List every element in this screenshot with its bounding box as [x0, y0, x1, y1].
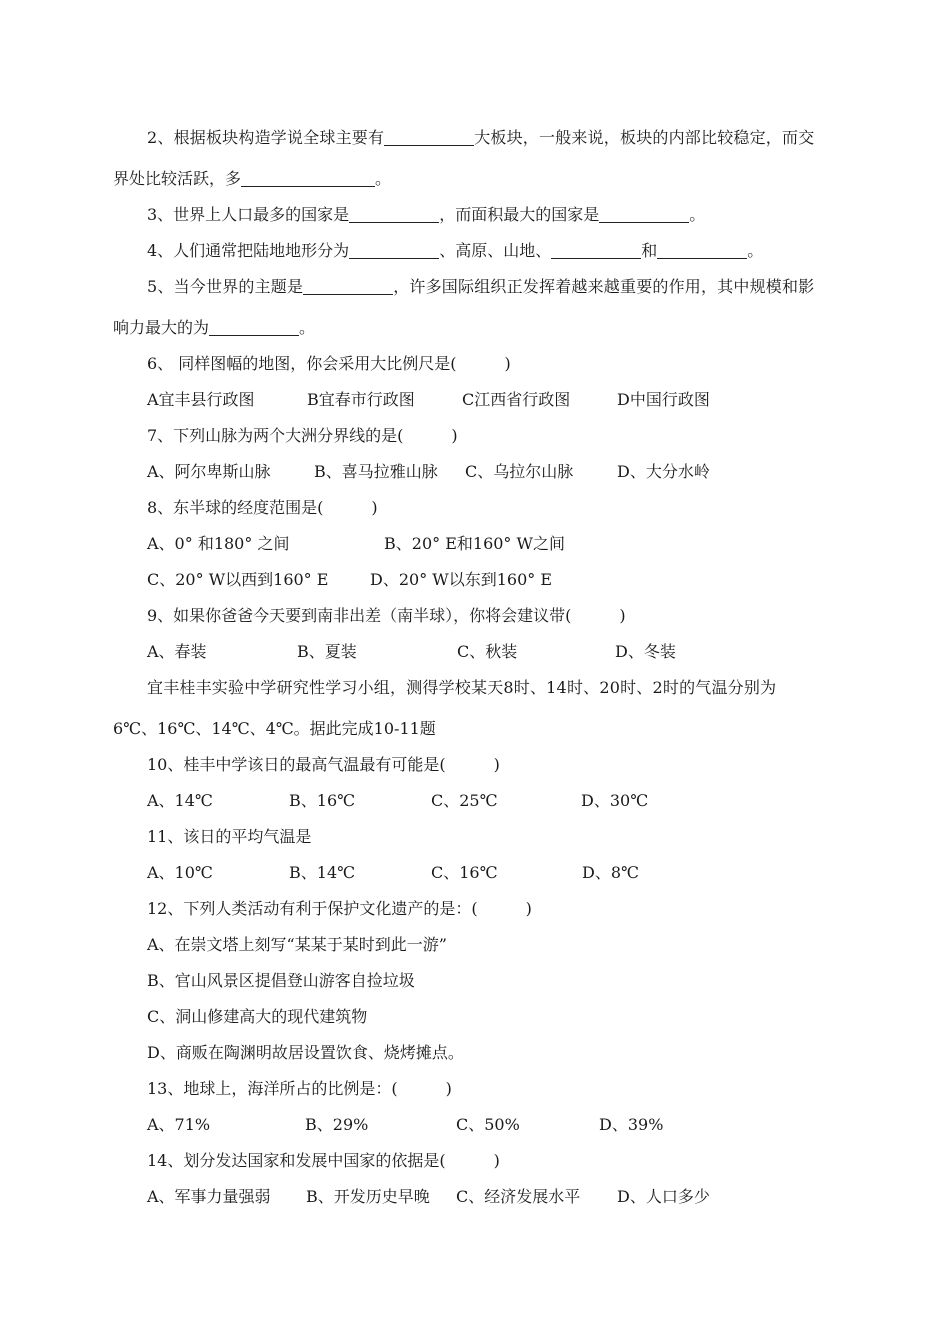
q9-option-b[interactable]: B、夏装	[297, 642, 357, 661]
q10-option-a[interactable]: A、14℃	[147, 791, 213, 810]
q4-blank-2[interactable]	[551, 242, 641, 259]
q6-option-c[interactable]: C江西省行政图	[462, 390, 571, 409]
q3-blank-2[interactable]	[599, 206, 689, 223]
q14-option-b[interactable]: B、开发历史早晚	[306, 1187, 430, 1206]
q2-blank-1[interactable]	[384, 129, 474, 146]
q14-option-d[interactable]: D、人口多少	[617, 1187, 710, 1206]
q11-option-d[interactable]: D、8℃	[582, 863, 639, 882]
q12-option-a[interactable]: A、在崇文塔上刻写“某某于某时到此一游”	[147, 935, 447, 954]
q14-stem: 14、划分发达国家和发展中国家的依据是( )	[147, 1151, 500, 1170]
q2-blank-2[interactable]	[241, 170, 375, 187]
q13-stem: 13、地球上，海洋所占的比例是：( )	[147, 1079, 452, 1098]
q12-option-d[interactable]: D、商贩在陶渊明故居设置饮食、烧烤摊点。	[147, 1043, 464, 1062]
q4-line: 4、人们通常把陆地地形分为 、高原、山地、 和 。	[147, 241, 764, 260]
q2-line1: 2、根据板块构造学说全球主要有 大板块，一般来说，板块的内部比较稳定，而交	[147, 128, 815, 147]
q4-blank-1[interactable]	[349, 242, 439, 259]
q7-option-b[interactable]: B、喜马拉雅山脉	[314, 462, 438, 481]
passage-line2: 6℃、16℃、14℃、4℃。据此完成10-11题	[113, 719, 436, 738]
q10-option-b[interactable]: B、16℃	[289, 791, 356, 810]
q7-option-d[interactable]: D、大分水岭	[617, 462, 710, 481]
q11-option-a[interactable]: A、10℃	[147, 863, 213, 882]
q4-blank-3[interactable]	[657, 242, 747, 259]
q8-option-a[interactable]: A、0° 和180° 之间	[147, 534, 290, 553]
q9-option-a[interactable]: A、春装	[147, 642, 207, 661]
q6-option-b[interactable]: B宜春市行政图	[307, 390, 415, 409]
q13-option-d[interactable]: D、39%	[599, 1115, 664, 1134]
q9-option-c[interactable]: C、秋装	[457, 642, 518, 661]
q12-stem: 12、下列人类活动有利于保护文化遗产的是：( )	[147, 899, 532, 918]
q10-stem: 10、桂丰中学该日的最高气温最有可能是( )	[147, 755, 500, 774]
q11-option-c[interactable]: C、16℃	[431, 863, 498, 882]
q3-blank-1[interactable]	[349, 206, 439, 223]
q2-line2: 界处比较活跃，多 。	[113, 169, 392, 188]
q5-line2: 响力最大的为 。	[113, 318, 316, 337]
q8-option-c[interactable]: C、20° W以西到160° E	[147, 570, 329, 589]
q13-option-c[interactable]: C、50%	[456, 1115, 520, 1134]
q6-option-d[interactable]: D中国行政图	[617, 390, 710, 409]
q11-option-b[interactable]: B、14℃	[289, 863, 356, 882]
q13-option-b[interactable]: B、29%	[305, 1115, 369, 1134]
q7-option-a[interactable]: A、阿尔卑斯山脉	[147, 462, 271, 481]
q6-option-a[interactable]: A宜丰县行政图	[147, 390, 255, 409]
passage-line1: 宜丰桂丰实验中学研究性学习小组，测得学校某天8时、14时、20时、2时的气温分别为	[147, 678, 777, 697]
q5-blank-2[interactable]	[209, 319, 299, 336]
q5-line1: 5、当今世界的主题是 ，许多国际组织正发挥着越来越重要的作用，其中规模和影	[147, 277, 815, 296]
q7-option-c[interactable]: C、乌拉尔山脉	[465, 462, 574, 481]
q11-stem: 11、该日的平均气温是	[147, 827, 312, 846]
q8-stem: 8、东半球的经度范围是( )	[147, 498, 378, 517]
q7-stem: 7、下列山脉为两个大洲分界线的是( )	[147, 426, 458, 445]
q5-blank-1[interactable]	[303, 278, 393, 295]
q10-option-d[interactable]: D、30℃	[581, 791, 649, 810]
q9-stem: 9、如果你爸爸今天要到南非出差（南半球），你将会建议带( )	[147, 606, 626, 625]
q9-option-d[interactable]: D、冬装	[615, 642, 676, 661]
q6-stem: 6、 同样图幅的地图，你会采用大比例尺是( )	[147, 354, 511, 373]
q13-option-a[interactable]: A、71%	[147, 1115, 211, 1134]
q3-line: 3、世界上人口最多的国家是 ，而面积最大的国家是 。	[147, 205, 706, 224]
q10-option-c[interactable]: C、25℃	[431, 791, 498, 810]
q8-option-b[interactable]: B、20° E和160° W之间	[384, 534, 565, 553]
q14-option-a[interactable]: A、军事力量强弱	[147, 1187, 271, 1206]
q8-option-d[interactable]: D、20° W以东到160° E	[370, 570, 553, 589]
q14-option-c[interactable]: C、经济发展水平	[456, 1187, 581, 1206]
q12-option-c[interactable]: C、洞山修建高大的现代建筑物	[147, 1007, 368, 1026]
q12-option-b[interactable]: B、官山风景区提倡登山游客自捡垃圾	[147, 971, 415, 990]
